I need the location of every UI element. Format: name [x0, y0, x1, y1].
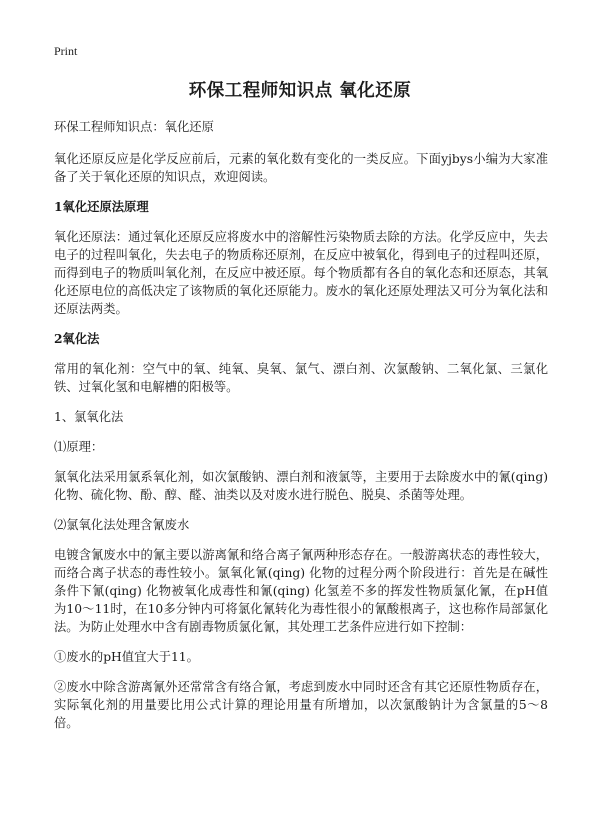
condition-1: ①废水的pH值宜大于11。 — [54, 650, 199, 664]
print-link[interactable]: Print — [54, 44, 78, 58]
principle-label: ⑴原理： — [54, 440, 104, 454]
intro-paragraph: 氧化还原反应是化学反应前后，元素的氧化数有变化的一类反应。下面yjbys小编为大家准备了关于氧化还原的知识点，欢迎阅读。 — [54, 152, 548, 184]
section-2-heading: 2氧化法 — [54, 331, 100, 346]
section-1-body: 氧化还原法：通过氧化还原反应将废水中的溶解性污染物质去除的方法。化学反应中，失去电子的过程叫氧化，失去电子的物质称还原剂，在反应中被氧化，得到电子的过程叫还原，而得到电子的物质叫氧化剂，在反应中被还原。每个物质都有各自的氧化态和还原态，其氧化还原电位的高低决定了该物质的氧化还原能力。废水的氧化还原处理法又可分为氧化法和还原法两类。 — [54, 230, 548, 316]
chlorine-oxidation-heading: 1、氯氧化法 — [54, 410, 124, 424]
cyanide-treatment-body: 电镀含氰废水中的氰主要以游离氰和络合离子氰两种形态存在。一般游离状态的毒性较大，而络合离子状态的毒性较小。氯氧化氰(qing) 化物的过程分两个阶段进行：首先是在碱性条件下氰(qing) 化物被氧化成毒性和氰(qing) 化氢差不多的挥发性物质氯化氰，在pH值为10～11时，在10多分钟内可将氯化氰转化为毒性很小的氰酸根离子，这也称作局部氯化法。为防止处理水中含有剧毒物质氯化氰，其处理工艺条件应进行如下控制： — [54, 548, 548, 634]
section-2-body: 常用的氧化剂：空气中的氧、纯氧、臭氧、氯气、漂白剂、次氯酸钠、二氧化氯、三氯化铁、过氧化氢和电解槽的阳极等。 — [54, 362, 548, 394]
condition-2: ②废水中除含游离氰外还常常含有络合氰，考虑到废水中同时还含有其它还原性物质存在，实际氧化剂的用量要比用公式计算的理论用量有所增加，以次氯酸钠计为含氯量的5～8倍。 — [54, 680, 548, 730]
article-subtitle: 环保工程师知识点：氧化还原 — [54, 120, 214, 134]
page-title: 环保工程师知识点 氧化还原 — [188, 81, 412, 101]
cyanide-treatment-label: ⑵氯氧化法处理含氰废水 — [54, 518, 190, 532]
article-body — [54, 118, 548, 744]
section-1-heading: 1氧化还原法原理 — [54, 199, 149, 214]
principle-body: 氯氧化法采用氯系氧化剂，如次氯酸钠、漂白剂和液氯等，主要用于去除废水中的氰(qing) 化物、硫化物、酚、醇、醛、油类以及对废水进行脱色、脱臭、杀菌等处理。 — [54, 470, 548, 502]
